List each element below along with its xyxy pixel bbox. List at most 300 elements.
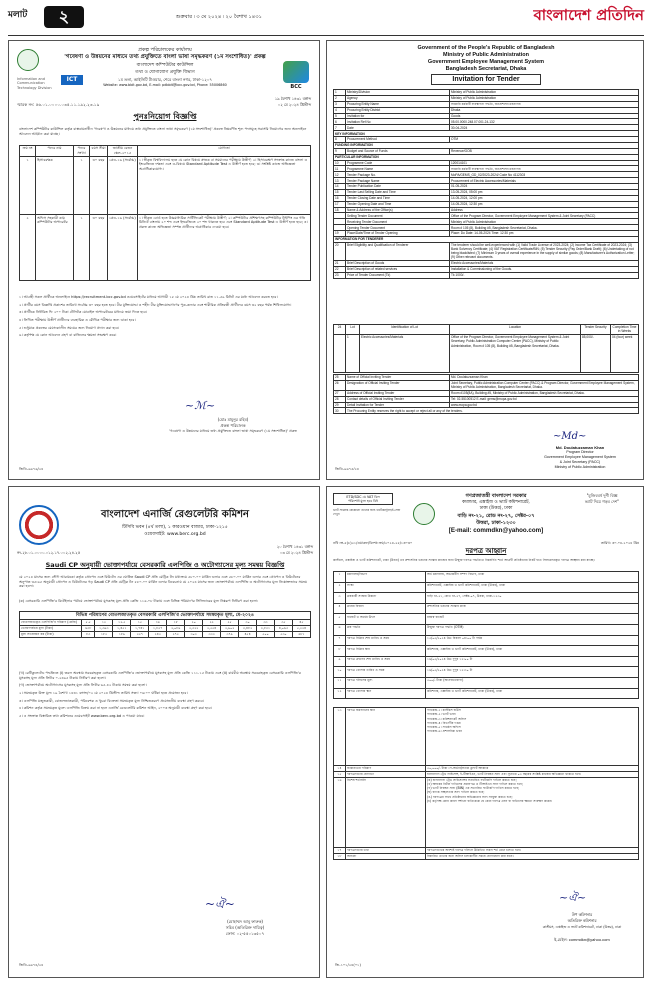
notice-title: পুনঃনিয়োগ বিজ্ঞপ্তি <box>133 112 197 121</box>
cell-label: Price of Tender Document (Tk) <box>346 272 450 278</box>
cell-value: ১৫/০৫/২০২৪ খ্রিঃ বিকাল ০৪:০০ টা পর্যন্ত <box>426 635 639 646</box>
lot-cell: 85,000/- <box>581 334 611 372</box>
memo-date-1: ১৯ বৈশাখ ১৪৩১ বঙ্গাব্দ <box>274 96 311 101</box>
project-line: Government Employee Management System <box>427 59 545 65</box>
price-cell: ৩৫ <box>275 620 293 626</box>
cell-label: Tender Opening Date and Time <box>346 201 450 207</box>
cell-label: The Procuring Entity reserves the right to accept or reject all or any of the tenders. <box>346 408 639 414</box>
section-heading: KEY INFORMATION <box>334 131 639 137</box>
cell-value: OTM <box>450 137 639 143</box>
signature-image: ~ঐ~ <box>559 891 587 904</box>
bcc-logo-icon <box>283 61 309 83</box>
cell-serial: ৪ <box>334 603 346 614</box>
table-row <box>334 656 639 667</box>
table-row <box>334 582 639 593</box>
price-cell: ২৭২ <box>167 631 185 637</box>
cell-post: অফিস সহকারী কাম কম্পিউটার অপারেটর <box>36 215 74 281</box>
table-row <box>334 614 639 625</box>
price-cell: ১৮৯ <box>113 631 131 637</box>
note-item: ২। সমন্বয়কৃত উক্ত মূল্য ১৯ বৈশাখ ১৪৩১ বঙ্গাব্দ/০২ মে ২০২৪ খ্রিস্টাব্দ তারিখ সন্ধ্যা ০৬:০০ ঘটিকা হতে প্রযোজ্য হবে। <box>19 691 188 696</box>
col-qualification: যোগ্যতা <box>138 146 311 157</box>
cell-serial: 20 <box>334 242 346 260</box>
cell-serial: ১৭ <box>334 847 346 853</box>
cell-serial: 11 <box>334 166 346 172</box>
tender-info-table <box>333 89 639 279</box>
price-cell: ১২ <box>95 620 113 626</box>
newspaper-brand <box>512 6 644 30</box>
cell-value: Md. Doulatuzzaman Khan <box>450 375 639 381</box>
cell-serial: 27 <box>334 390 346 396</box>
cell-label: Tender Closing Date and Time <box>346 195 450 201</box>
cell-value: উন্মুক্ত দরপত্র পদ্ধতি (OTM) <box>426 624 639 635</box>
gov-line: গণপ্রজাতন্ত্রী বাংলাদেশ সরকার <box>465 493 527 499</box>
condition-item: (চ) কর্তৃপক্ষ কোন কারণ দর্শানো ব্যতিরেকে যে কোন দরপত্র গ্রহণ বা বাতিলের ক্ষমতা সংরক্ষণ করেন। <box>427 798 553 803</box>
office-name: প্রকল্প পরিচালকের কার্যালয় <box>138 47 192 53</box>
cell-serial: 26 <box>334 380 346 390</box>
lot-cell: Electric Accessories/Materials <box>360 334 450 372</box>
cell-label: Name & Address of the Office(s) <box>346 207 450 213</box>
condition-item: (খ) আয়কর রিটার্ন দাখিলের প্রমাণপত্র ও টিআইএন সনদ দাখিল করতে হবে; <box>427 782 523 787</box>
lot-col-security: Tender Security <box>581 325 611 335</box>
price-cell: ২২ <box>203 620 221 626</box>
cell-value: দরপত্রদাতাকে অবশ্যই দরপত্র দলিলে উল্লিখিত সকল শর্ত মেনে চলতে হবে। <box>426 847 639 853</box>
cell-label: Designation of Official Inviting Tender <box>346 380 450 390</box>
tender-places-table <box>333 707 639 860</box>
cell-label: দরপত্র বিক্রির শেষ তারিখ ও সময় <box>346 635 426 646</box>
page-label: মলাট <box>8 10 28 20</box>
org-name: বাংলাদেশ এনার্জি রেগুলেটরি কমিশন <box>100 509 250 520</box>
place-item: প্যাকেজ-৪: বিভাগীয় দপ্তর <box>427 720 461 725</box>
price-cell: ২৫ <box>221 620 239 626</box>
notice-notes <box>19 295 311 341</box>
cell-label: জামানতের পরিমাণ <box>346 766 426 772</box>
col-post: পদের নাম <box>36 146 74 157</box>
cell-post: হিসাবরক্ষক <box>36 157 74 215</box>
cell-value: Office of the Program Director, Government Employee Management System & Joint Secretary (PACC) <box>450 213 639 219</box>
city-line: ঢাকা (উত্তর), ঢাকা <box>479 506 513 511</box>
table-row <box>334 380 639 390</box>
cell-value: প্রশাসনিক ভবনের সংস্কার কাজ <box>426 603 639 614</box>
table-row <box>334 624 639 635</box>
place-item: প্যাকেজ-৫: সার্কেল অফিস <box>427 724 461 729</box>
place-item: প্যাকেজ-২: ভ্যাট ভবন <box>427 712 456 717</box>
cell-serial: 22 <box>334 266 346 272</box>
notice-intro: কাস্টমস, এক্সাইজ ও ভ্যাট কমিশনারেট, ঢাকা (উত্তর) এর প্রশাসনিক ভবনের সংস্কার কাজের জন্য উন্মুক্ত দরপত্র পদ্ধতিতে নিম্নবর্ণিত শর্তে আগ্রহী প্রতিষ্ঠানের নিকট হতে সিলমোহরকৃত দরপত্র আহ্বান করা যাচ্ছে। <box>333 558 595 562</box>
lot-row <box>334 334 639 372</box>
footer-code: জিডি-৯৬৭৪/২৪ <box>19 963 44 967</box>
project-title: 'গবেষণা ও উন্নয়নের মাধ্যমে তথ্য প্রযুক্তিতে বাংলা ভাষা সমৃদ্ধকরণ (১ম সংশোধিত)' প্রকল্প <box>64 54 266 60</box>
cell-label: Receiving Tender Document <box>346 219 450 225</box>
vacancy-table <box>19 145 311 281</box>
cell-value: www.mopa.gov.bd <box>450 402 639 408</box>
cell-value: Dhaka <box>450 107 639 113</box>
cell-value: Room #105(8A), Building #5, Ministry of Public Administration, Bangladesh Secretariat, Dhaka. <box>450 390 639 396</box>
cell-value <box>426 777 639 847</box>
footer-code: জিডি-৯৬৭৫/২৪ <box>335 467 360 471</box>
cell-label: Tender Last Selling Date and Time <box>346 189 450 195</box>
cell-value: বাড়ি নং-২১, রোড নং-২৭, সেক্টর-০৭, উত্তরা, ঢাকা-১২৩০ <box>426 593 639 604</box>
ict-logo: ICT <box>61 75 83 85</box>
cell-qualification: ১। স্বীকৃত বিশ্ববিদ্যালয় হতে যে কোন বিষয়ে স্নাতক বা সমমানের পরীক্ষায় উত্তীর্ণ; ২। হিসাবরক্ষণ সংক্রান্ত কাজে বাংলা ও ইংরেজিতে দক্ষতা এবং ও-বিষয়ে Standard Aptitude Test এ উত্তীর্ণ হতে হবে; ৩। সংশ্লিষ্ট কাজে অভিজ্ঞতা অগ্রাধিকারযোগ্য। <box>138 157 311 215</box>
cell-serial: ৫ <box>334 614 346 625</box>
cell-value: Place: Do Date: 14-05-2024 Time: 12:30 pm <box>450 231 639 237</box>
ad-vat-tender <box>326 486 644 978</box>
price-cell: ৬৩৮ <box>82 625 95 631</box>
place-item: প্যাকেজ-৩: কমিশনারেট অফিস <box>427 716 467 721</box>
vat-badge-line-1: ETD/SDC যে VAT বিল <box>346 495 380 499</box>
signer-name: (মোহাম্মদ আবু ফারুক) <box>227 919 263 924</box>
price-cell: ১,৭৪১ <box>131 625 149 631</box>
cell-serial: 14 <box>334 184 346 190</box>
cell-value: সরকারি কর্মচারী ব্যবস্থাপনা পদ্ধতি, জনপ্রশাসন মন্ত্রণালয় <box>450 101 639 107</box>
cell-serial: 30 <box>334 408 346 414</box>
cell-serial: 19 <box>334 231 346 237</box>
cell-serial: ৬ <box>334 624 346 635</box>
cell-label: Programme Name <box>346 166 450 172</box>
org-name: বাংলাদেশ কম্পিউটার কাউন্সিল <box>136 63 194 68</box>
table-row <box>20 215 311 281</box>
table-header-row <box>20 146 311 157</box>
cell-grade: গ্রেড-১৬ (সর্বোচ্চ) <box>108 157 138 215</box>
cell-label: ক্রয়ের বিবরণ <box>346 603 426 614</box>
section-heading: FUNDING INFORMATION <box>334 142 639 148</box>
cell-qty: ১ <box>74 215 90 281</box>
lot-col-identification: Identification of Lot <box>360 325 450 335</box>
table-row <box>20 157 311 215</box>
note-item: ৬। কর্তৃপক্ষ যে কোন আবেদন গ্রহণ বা বাতিলের ক্ষমতা সংরক্ষণ করে। <box>19 333 117 338</box>
notice-para-1: মে ২০২৪ মাসের জন্য সৌদি আরামকো কর্তৃক প্রোপেন এবং বিউটেন এর ঘোষিত Saudi CP প্রতি মেট্রিক টন যথাক্রমে ৫৮০.০০ মার্কিন ডলার এবং ৫৮০.০০ মার্কিন ডলার এবং প্রোপেন ও বিউটেনের অনুপাত ৩৫:৬৫ অনুযায়ী প্রোপেন ও বিউটেনের গড় Saudi CP প্রতি মেট্রিক টন ৫৮০.০০ মার্কিন ডলার বিবেচনায় মে ২০২৪ মাসের জন্য ভোক্তাপর্যায়ে এলপিজি ও অটোগ্যাসের মূল্য নিম্নোক্তভাবে সমন্বয় করা হলো: <box>19 575 307 589</box>
cell-serial: 6 <box>334 119 346 125</box>
page-badge <box>8 6 92 28</box>
cell-label: Address of Official Inviting Tender <box>346 390 450 396</box>
cell-serial: 1 <box>334 90 346 96</box>
vat-badge-line-2: পরিশোধ মুল্য হবে বিধ <box>348 499 378 504</box>
cell-value: কমিশনার, এক্সাইজ ও ভ্যাট কমিশনারেট, ঢাকা (উত্তর), ঢাকা <box>426 688 639 699</box>
cell-value: Revenue/GOB <box>450 148 639 154</box>
cell-label: Date <box>346 125 450 131</box>
signer-title: সচিব (অতিরিক্ত দায়িত্ব) <box>225 925 265 930</box>
cell-serial: ২ <box>334 582 346 593</box>
cell-value: MoPA/GEMS_GD_02/2023-2024/ Code No 4112303 <box>450 172 639 178</box>
price-cell: ২,৫৫৪ <box>203 625 221 631</box>
col-qty: পদের সংখ্যা <box>74 146 90 157</box>
price-cell: ১,৪৫১ <box>113 625 131 631</box>
cell-label: সংস্থা <box>346 582 426 593</box>
note-item: ৪। কমিশন কর্তৃক সমন্বয়কৃত মূল্যে এলপিজি বিক্রয় করা না হলে এনার্জি রেগুলেটরি কমিশন আইন, ২০০৩ অনুযায়ী ব্যবস্থা গ্রহণ করা হবে। <box>19 706 212 711</box>
signer-title: Program Director <box>566 450 594 454</box>
signer-title: প্রকল্প পরিচালক <box>220 423 246 428</box>
cell-serial: ৮ <box>334 646 346 657</box>
cell-value: হালনাগাদ ট্রেড লাইসেন্স, ই-টিআইএন, ভ্যাট নিবন্ধন সনদ এবং ন্যূনতম ০৩ বছরের সংশ্লিষ্ট কাজের অভিজ্ঞতা থাকতে হবে। <box>426 771 639 777</box>
cell-label: ক্রয় পদ্ধতি <box>346 624 426 635</box>
cell-label: Ministry/Division <box>346 90 450 96</box>
signature-image: ~Md~ <box>553 431 587 442</box>
note-item: ৩। প্রার্থীকে নির্ধারিত ফি ২০০ টাকা টেলিটক মোবাইল অপারেটরের মাধ্যমে জমা দিতে হবে। <box>19 310 148 315</box>
cell-label: Procuring Entity Name <box>346 101 450 107</box>
signer-office: কাস্টমস, এক্সাইজ ও ভ্যাট কমিশনারেট, ঢাকা (উত্তর), ঢাকা <box>542 925 622 929</box>
office-line: কমান্ডার, এক্সাইজ ও ভ্যাট কমিশনারেট, <box>462 500 530 505</box>
cell-serial: 8 <box>334 137 346 143</box>
price-cell: ৬৮১ <box>292 631 310 637</box>
gov-line: Government of the People's Republic of Bangladesh <box>417 45 555 51</box>
footer-code: জিডি-৯৬৭৬/২৪ <box>19 467 44 471</box>
lot-col-no: 24 <box>334 325 346 335</box>
ministry-line: Ministry of Public Administration <box>443 52 529 58</box>
condition-item: (গ) ভ্যাট নিবন্ধন সনদ (BIN) এর সত্যায়িত ফটোকপি দাখিল করতে হবে; <box>427 786 520 791</box>
table-row <box>334 777 639 847</box>
city-line-2: উত্তরা, ঢাকা-১২৩০ <box>476 520 516 526</box>
cell-label: ক্রয়কারী সংস্থার ঠিকানা <box>346 593 426 604</box>
cell-serial: ১৫ <box>334 771 346 777</box>
memo-number: নং-২৮.০১.০০০০.০১২.১৭.০০২.২৪.২৫ <box>17 550 81 555</box>
cell-value: Goods <box>450 113 639 119</box>
government-seal-icon <box>17 49 39 71</box>
place-item: প্যাকেজ-৬: প্রশাসনিক ভবন <box>427 728 463 733</box>
row-label: মূল্য সংযোজন কর (টাকা) <box>20 631 82 637</box>
cell-label: দরপত্র গ্রহণের শেষ তারিখ ও সময় <box>346 656 426 667</box>
cell-serial: ৯ <box>334 656 346 667</box>
cell-serial: 3 <box>334 101 346 107</box>
division-logo-caption: Information and Communication Technology Division <box>17 77 52 90</box>
cell-serial: ১০ <box>334 667 346 678</box>
cell-age: ৩০ বছর <box>90 215 108 281</box>
cell-label: Agency <box>346 95 450 101</box>
cell-label: দরপত্র খোলার স্থান <box>346 688 426 699</box>
lot-cell: Office of the Program Director, Government Employee Management System & Joint Secretary, Public Administration Computer Center (PACC), Ministry of Public Administration, Room # 105 (8), Building #5, Bangladesh Secretariat, Dhaka. <box>450 334 581 372</box>
cell-label: Procurement Method <box>346 137 450 143</box>
price-cell: ৫.৫ <box>82 620 95 626</box>
official-info-table <box>333 374 639 414</box>
cell-label: Brief Description of related services <box>346 266 450 272</box>
cell-serial: 4 <box>334 107 346 113</box>
price-cell: ২০ <box>185 620 203 626</box>
signature-image: ~ঐ~ <box>205 897 235 911</box>
price-cell: ৩,৮৩১ <box>257 625 275 631</box>
cell-value: ৫০০/- টাকা (অফেরতযোগ্য) <box>426 677 639 688</box>
table-row <box>20 631 311 637</box>
cell-label: Selling Tender Document <box>346 213 450 219</box>
notice-intro: বাংলাদেশ কম্পিউটার কাউন্সিল কর্তৃক বাস্তবায়নাধীন 'গবেষণা ও উন্নয়নের মাধ্যমে তথ্য প্রযুক্তিতে বাংলা ভাষা সমৃদ্ধকরণ (১ম সংশোধিত)' প্রকল্পে নিম্নবর্ণিত শূন্য পদসমূহে সরাসরি নিয়োগের জন্য অনলাইনে আবেদন আহ্বান করা যাচ্ছে। <box>19 127 307 136</box>
cell-value: Tel: 02-55100512 E-mail: gems@mopa.gov.bd <box>450 396 639 402</box>
price-cell: ৪৫৪ <box>239 631 257 637</box>
motto-line-2: ভ্যাট দিয়ে গড়ব দেশ" <box>584 499 620 504</box>
price-cell: ৪৫ <box>292 620 310 626</box>
cell-value: ১৬/০৫/২০২৪ খ্রিঃ দুপুর ১২:০০ টা <box>426 656 639 667</box>
notice-notes <box>19 671 311 722</box>
lot-cell: 1 <box>346 334 360 372</box>
col-grade: জাতীয় বেতন স্কেল-২০১৫ <box>108 146 138 157</box>
cell-label: Procuring Entity District <box>346 107 450 113</box>
row-label: বোতলজাতকৃত এলপিজি'র পরিমাণ (কেজি) <box>20 620 82 626</box>
cell-serial: ১ <box>20 157 36 215</box>
cell-serial: ৭ <box>334 635 346 646</box>
cell-serial: 9 <box>334 148 346 154</box>
table-row <box>334 708 639 766</box>
cell-label: Name of Official Inviting Tender <box>346 375 450 381</box>
lot-header-row <box>334 325 639 335</box>
cell-serial: 5 <box>334 113 346 119</box>
vat-badge <box>333 493 393 505</box>
cell-serial: ১১ <box>334 677 346 688</box>
cell-value: কমিশনার, এক্সাইজ ও ভ্যাট কমিশনারেট, ঢাকা (উত্তর), ঢাকা <box>426 646 639 657</box>
cell-serial: 23 <box>334 272 346 278</box>
price-cell: ৫৩০ <box>275 631 293 637</box>
cell-value: The tenderer should be well-experienced with (1) Valid Trade License of 2023-2024; (2) Income Tax Certificate of 2023-2024; (3) Bank Solvency Certificate; (4) VAT Registration Certificate/BIN; (5) Tender Security (Pay Order/Bank Draft); (6) Undertaking of not being blacklisted; (7) Minimum 3 years of overall experience in the supply of similar goods; (8) Manufacturer's Authorization Letter; (9) Other relevant documents. <box>450 242 639 260</box>
price-cell: ৩০ <box>239 620 257 626</box>
signer-post: অতিরিক্ত কমিশনার <box>567 918 597 923</box>
cell-value <box>426 708 639 766</box>
cell-label: দরপত্র জমাদানের স্থান <box>346 708 426 766</box>
signer-post: & Joint Secretary (PACC) <box>559 460 601 464</box>
cell-value: Tk 1000/- <box>450 272 639 278</box>
signature-image: ~ℳ~ <box>185 399 216 412</box>
signer-phone: ফোন: ০২-৫৫০১৩৫০৭ <box>225 931 265 936</box>
memo-date: তারিখ: ৩০.০৪.২০২৪ খ্রিঃ <box>600 541 639 545</box>
cell-label: মন্ত্রণালয়/বিভাগ <box>346 572 426 583</box>
cell-value: কমিশনারেট, এক্সাইজ ও ভ্যাট কমিশনারেট, ঢাকা (উত্তর), ঢাকা <box>426 582 639 593</box>
cell-serial: ২ <box>20 215 36 281</box>
table-row <box>334 272 639 278</box>
note-item: ১। আগ্রহী সকল প্রার্থীকে অনলাইনে https://recruitment.bcc.gov.bd ওয়েবসাইটের মাধ্যমে আগামী ১৫ মে ২০২৪ খ্রিঃ তারিখ রাত ১১.৫৯ মিনিট এর মধ্যে আবেদন করতে হবে। <box>19 295 278 299</box>
price-cell: ১৮ <box>167 620 185 626</box>
cell-label: Place/Date/Time of Tender Opening <box>346 231 450 237</box>
cell-label: দরপত্রদাতার তথ্য <box>346 847 426 853</box>
price-cell: ৩৩ <box>257 620 275 626</box>
issue-date: শুক্রবার ৷ ৩ মে ২০২৪ ৷ ২০ বৈশাখ ১৪৩১ <box>176 14 263 20</box>
price-cell: ৩,৪৮২ <box>239 625 257 631</box>
cell-qty: ১ <box>74 157 90 215</box>
cell-label: দরপত্র বিক্রির স্থান <box>346 646 426 657</box>
price-cell: ২৪২ <box>149 631 167 637</box>
cell-value: 14-05-2024, 12:30 pm <box>450 201 639 207</box>
signer-title: উপ কমিশনার <box>571 912 593 917</box>
lot-col-location: Location <box>450 325 581 335</box>
cell-label: Brief Eligibility and Qualification of Tenderer <box>346 242 450 260</box>
condition-item: (ক) হালনাগাদ ট্রেড লাইসেন্সের সত্যায়িত ফটোকপি দাখিল করতে হবে; <box>427 778 517 783</box>
bcc-label: BCC <box>290 84 302 90</box>
cell-label: দরপত্র খোলার তারিখ ও সময় <box>346 667 426 678</box>
price-cell: ১৫ <box>131 620 149 626</box>
cell-label: Invitation Ref No <box>346 119 450 125</box>
footer-code: জি-১০১/২৪(০১) <box>335 963 361 967</box>
lot-col-time: Completion Time in Weeks <box>611 325 639 335</box>
tender-info-table <box>333 571 639 699</box>
ad-mopa-tender <box>326 40 644 480</box>
cell-value: Ministry of Public Administration <box>450 95 639 101</box>
price-cell: ৩৩৩ <box>203 631 221 637</box>
contact-email: [E-mail: commdkn@yahoo.com] <box>448 527 544 534</box>
cell-grade: গ্রেড-১৬ (সর্বোচ্চ) <box>108 215 138 281</box>
cell-value: 05.00.0000.248.07.001.24-132 <box>450 119 639 125</box>
lpg-price-table <box>19 619 311 638</box>
cell-serial: ১৬ <box>334 777 346 847</box>
table-row <box>334 667 639 678</box>
address-line: বাড়ি নং-২১, রোড নং-২৭, সেক্টর-০৭ <box>457 513 535 519</box>
notice-para-2: (ক) বেসরকারি এলপিজি'র রিটেইলার পর্যায়ে ভোক্তাপর্যায়ে মূসকসহ মূল্য প্রতি কেজি ১১৬.০৮ টাকায় এবং বিভিন্ন পরিমাণের সিলিন্ডারের মূল্য নিম্নরূপ নির্ধারণ করা হলো: <box>19 599 259 603</box>
cell-value: ১৬/০৫/২০২৪ খ্রিঃ দুপুর ১২:৩০ টা <box>426 667 639 678</box>
price-cell: ২,৯০২ <box>221 625 239 631</box>
price-cell: ৪,০৬৩ <box>275 625 293 631</box>
price-cell: ৮৩ <box>82 631 95 637</box>
cell-serial: 16 <box>334 195 346 201</box>
price-cell: ২,০৮৯ <box>167 625 185 631</box>
cell-label: Programme Code <box>346 160 450 166</box>
condition-item: (ঙ) দরপত্রের সাথে প্রতিষ্ঠানের অভিজ্ঞতার সনদ সংযুক্ত করতে হবে; <box>427 794 513 799</box>
cell-serial: 21 <box>334 260 346 266</box>
cell-serial: 29 <box>334 402 346 408</box>
cell-label: Tender Publication Date <box>346 184 450 190</box>
cell-serial: ১ <box>334 572 346 583</box>
cell-value: Ministry of Public Administration <box>450 219 639 225</box>
office-address: ১ম তলা, আইসিটি টাওয়ার, শেরে বাংলা নগর, ঢাকা-১২০৭ <box>117 77 212 82</box>
memo-number: স্মারক নং: ৫৬.০১.০০০০.০৩৫.১১.১৯২.২৩.১৯ <box>17 102 100 107</box>
cell-value: রাজস্ব বাজেট <box>426 614 639 625</box>
brand-name: বাংলাদেশ প্রতিদিন <box>533 6 644 24</box>
cell-label: দরপত্রদাতার যোগ্যতা <box>346 771 426 777</box>
section-heading: INFORMATION FOR TENDERER <box>334 236 639 242</box>
cell-value: Joint Secretary, Public Administration Computer Center (PACC) & Program Director, Government Employee Management System, Ministry of Public Administration, Bangladesh Secretariat, Dhaka. <box>450 380 639 390</box>
price-cell: ৫০০ <box>257 631 275 637</box>
vat-small-note: ভ্যাট সংক্রান্ত যেকোনো তথ্যের জন্য ভ্যাটকন্ট্রোল/ই-সেবা দেখুন <box>333 508 401 516</box>
notice-title: Saudi CP অনুযায়ী ভোক্তাপর্যায়ে বেসরকারি এলপিজি ও অটোগ্যাসের মূল্য সমন্বয় বিজ্ঞপ্তি <box>45 561 285 569</box>
cell-value: 30-04-2024 <box>450 125 639 131</box>
cell-serial: 18 <box>334 207 346 213</box>
price-cell: ২,৩২২ <box>185 625 203 631</box>
cell-label: বিশেষ শর্তাবলি <box>346 777 426 847</box>
cell-value: Address <box>450 207 639 213</box>
signer-ministry: Ministry of Public Administration <box>554 465 606 469</box>
note-item: ৫। শুধুমাত্র প্রকল্পের মেয়াদকালীন সময়ের জন্য নিয়োগ প্রদান করা হবে। <box>19 325 120 330</box>
cell-value: ৫০,০০০/- টাকা পে-অর্ডার/ব্যাংক ড্রাফট আকারে <box>426 766 639 772</box>
cell-value: Installation & Commissioning of the Goods. <box>450 266 639 272</box>
place-item: প্যাকেজ-১: কাস্টমস হাউস <box>427 708 461 713</box>
cell-label: দরপত্র দলিলের মূল্য <box>346 677 426 688</box>
ad-berc-lpg-price <box>8 486 320 978</box>
location-line: Bangladesh Secretariat, Dhaka <box>445 66 527 72</box>
memo-date-2: ০৩ মে ২০২৪ খ্রিস্টাব্দ <box>279 550 313 555</box>
tender-title: Invitation for Tender <box>431 74 541 85</box>
ad-bcc-recruitment <box>8 40 320 480</box>
motto-line-1: "মুজিববর্ষ দুর্নী বিজ্ঞ <box>586 493 618 498</box>
cell-serial: ১৪ <box>334 766 346 772</box>
note-item: ৫। এ সংক্রান্ত বিস্তারিত তথ্য কমিশনের ওয়েবসাইট www.berc.org.bd এ পাওয়া যাবে। <box>19 714 145 719</box>
cell-value: Electric Accessories/Materials <box>450 260 639 266</box>
contact-line: Website: www.bbit.gov.bd, E-mail: pdbbit@bcc.gov.bd, Phone: 55006860 <box>103 83 227 87</box>
table-row <box>334 603 639 614</box>
table-row <box>334 646 639 657</box>
price-cell: ৩০৩ <box>185 631 203 637</box>
cell-label: Invitation for <box>346 113 450 119</box>
memo-date-2: ০২ মে ২০২৪ খ্রিস্টাব্দ <box>277 102 311 107</box>
condition-item: (ঘ) ব্যাংক সচ্ছলতার সনদ দাখিল করতে হবে; <box>427 790 485 795</box>
table-row <box>334 572 639 583</box>
signer-name: (মোঃ মামুনুর রহিম) <box>217 417 249 422</box>
cell-value: 120014101 <box>450 160 639 166</box>
cell-serial: 13 <box>334 178 346 184</box>
col-serial: ক্রম নং <box>20 146 36 157</box>
cell-serial: 10 <box>334 160 346 166</box>
cell-serial: 2 <box>334 95 346 101</box>
cell-value: Ministry of Public Administration <box>450 90 639 96</box>
cell-value: বিস্তারিত তথ্যের জন্য অফিস চলাকালীন সময়ে যোগাযোগ করা যাবে। <box>426 853 639 859</box>
lot-cell: 04 (four) week <box>611 334 639 372</box>
cell-label: Tender Package Name <box>346 178 450 184</box>
cell-value: সরকারি কর্মচারী ব্যবস্থাপনা পদ্ধতি, জনপ্রশাসন মন্ত্রণালয় <box>450 166 639 172</box>
note-item: (খ) রেটিকুলেটেড পদ্ধতিতে (i) তরল অবস্থায় সরবরাহকৃত বেসরকারি এলপিজি'র ভোক্তাপর্যায়ে মূসকসহ মূল্য প্রতি কেজি ১১১.১৫ টাকায় এবং (ii) বায়বীয় অবস্থায় সরবরাহকৃত বেসরকারি এলপিজি'র মূসকসহ মূল্য প্রতি লিটার ০.২৪৬৫ টাকায় নির্ধারণ করা হলো। <box>19 671 301 680</box>
cell-qualification: ১। স্বীকৃত বোর্ড হতে উচ্চমাধ্যমিক সার্টিফিকেট পরীক্ষায় উত্তীর্ণ; ২। কম্পিউটার প্রশিক্ষণসহ কম্পিউটার টাইপিং এর গতি মিনিটে বাংলায় ২০ শব্দ এবং ইংরেজিতে ২০ শব্দ থাকতে হবে এবং Standard Aptitude Test এ উত্তীর্ণ হতে হবে; ৩। প্রকল্প কাজে অভিজ্ঞতা সম্পন্ন প্রার্থীদের অগ্রাধিকার দেওয়া হবে। <box>138 215 311 281</box>
price-cell: ১,৮৫৭ <box>149 625 167 631</box>
price-cell: ৩৭৯ <box>221 631 239 637</box>
